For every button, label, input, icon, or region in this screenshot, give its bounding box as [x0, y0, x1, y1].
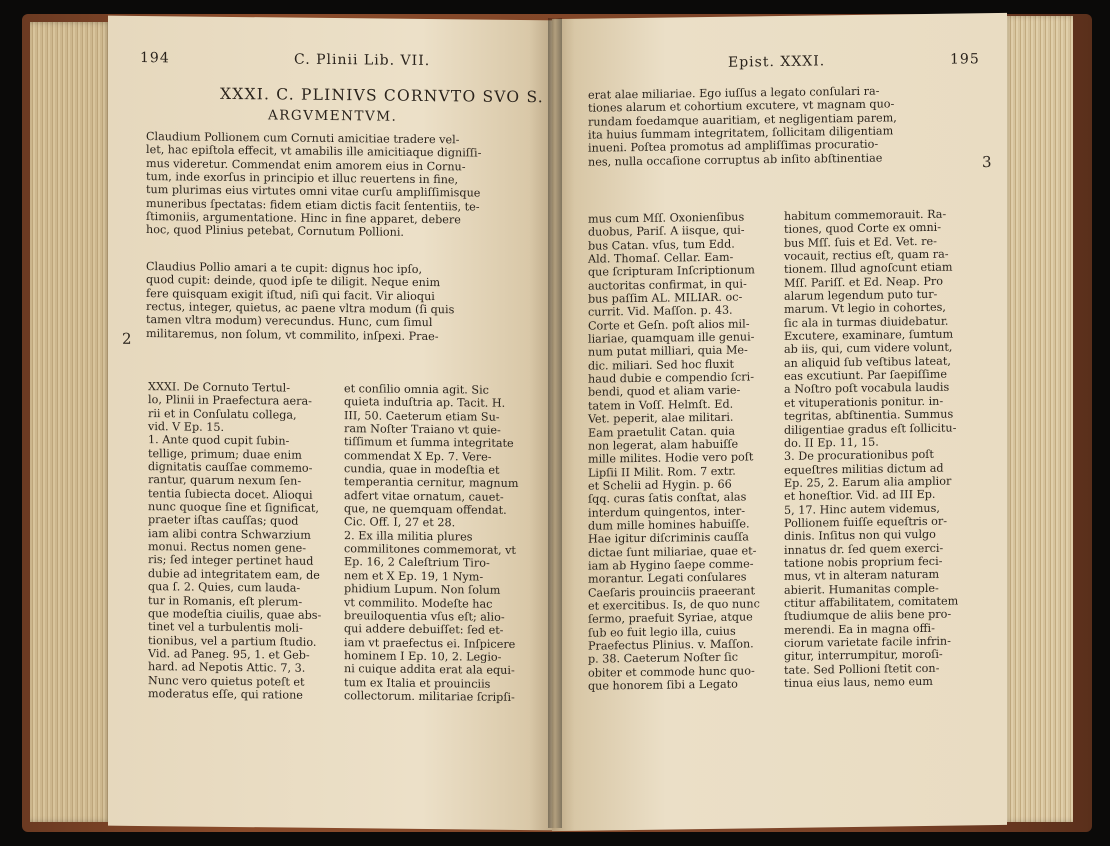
note-line: Nunc vero quietus poteſt et — [148, 673, 305, 689]
note-line: nem et X Ep. 19, 1 Nym- — [344, 568, 484, 584]
note-line: a Noſtro poſt vocabula laudis — [784, 381, 950, 397]
main-line: erat alae miliariae. Ego iuſſus a legato conſulari ra- — [588, 84, 880, 102]
note-line: ſqq. curas ſatis conſtat, alas — [588, 490, 747, 506]
note-line: quieta induſtria ap. Tacit. H. — [344, 395, 506, 411]
note-line: duobus, Pariſ. A iisque, qui- — [588, 223, 745, 240]
note-line: habitum commemorauit. Ra- — [784, 207, 947, 223]
argument-line: mus videretur. Commendat enim amorem eius in Cornu- — [146, 156, 466, 174]
note-line: que ſcripturam Inſcriptionum — [588, 263, 755, 280]
note-line: que honorem ſibi a Legato — [588, 677, 738, 693]
note-line: do. II Ep. 11, 15. — [784, 435, 879, 450]
note-line: praeter iſtas cauſſas; quod — [148, 513, 299, 529]
note-line: tiones, quod Corte ex omni- — [784, 221, 942, 237]
notes-column-2 — [344, 382, 518, 704]
main-line: tiones alarum et cohortium excutere, vt magnam quo- — [588, 97, 895, 116]
note-line: 5, 17. Hinc autem videmus, — [784, 501, 940, 517]
note-line: Hae igitur diſcriminis cauſſa — [588, 530, 749, 546]
note-line: Ep. 16, 2 Caleſtrium Tiro- — [344, 555, 490, 571]
note-line: tum ex Italia et prouinciis — [344, 675, 491, 691]
note-line: tinua eius laus, nemo eum — [784, 674, 933, 690]
note-line: p. 38. Caeterum Noſter ſic — [588, 650, 738, 667]
note-line: hominem I Ep. 10, 2. Legio- — [344, 649, 502, 664]
argument-line: ſtimoniis, argumentatione. Hinc in fine apparet, debere — [146, 210, 461, 227]
note-line: ni cuique addita erat ala equi- — [344, 662, 515, 678]
argument-line: Claudium Pollionem cum Cornuti amicitiae tradere vel- — [146, 130, 460, 147]
note-line: ſtudiumque de aliis bene pro- — [784, 607, 952, 624]
main-line: inueni. Poſtea promotus ad ampliſſimas procuratio- — [588, 137, 879, 156]
note-line: lo, Plinii in Praefectura aera- — [148, 393, 312, 409]
note-line: et conſilio omnia agit. Sic — [344, 382, 489, 397]
main-line: quod cupit: deinde, quod ipſe te diligit. Neque enim — [146, 273, 441, 290]
note-line: mus, vt in alteram naturam — [784, 568, 940, 584]
note-line: vt commilito. Modeſte hac — [344, 595, 493, 611]
argument-line: tum plurimas eius virtutes omni vitae curſu ampliſſimisque — [146, 183, 481, 200]
argument-line: muneribus ſpectatas: fidem etiam dictis facit ſententiis, te- — [146, 196, 480, 214]
argument-line: let, hac epiſtola effecit, vt amabilis ille amicitiaque digniſſi- — [146, 143, 482, 160]
note-line: dignitatis cauſſae commemo- — [148, 460, 313, 475]
note-line: bus paſſim AL. MILIAR. oc- — [588, 290, 743, 306]
running-head: C. Plinii Lib. VII. — [294, 51, 431, 70]
note-line: gitur, interrumpitur, moroſi- — [784, 648, 943, 664]
note-line: vid. V Ep. 15. — [148, 420, 225, 434]
note-line: Vid. ad Paneg. 95, 1. et Geb- — [148, 646, 310, 662]
note-line: ram Noſter Traiano vt quie- — [344, 422, 501, 437]
note-line: nunc quoque ſine et ſignificat, — [148, 500, 319, 515]
note-line: dum mille homines habuiſſe. — [588, 517, 750, 533]
note-line: eas excutiunt. Par ſaepiſſime — [784, 367, 947, 384]
book-gutter — [548, 18, 562, 828]
note-line: Pollionem fuiſſe equeſtris or- — [784, 514, 947, 530]
note-line: ris; ſed integer pertinet haud — [148, 553, 314, 569]
argument-line: tum, inde exorſus in principio et illuc reuertens in fine, — [146, 170, 459, 187]
note-line: vocauit, rectius eſt, quam ra- — [784, 247, 949, 263]
note-line: 2. Ex illa militia plures — [344, 528, 473, 544]
note-line: tiſſimum et ſumma integritate — [344, 435, 514, 451]
main-text — [146, 260, 454, 343]
note-line: tegritas, abſtinentia. Summus — [784, 407, 954, 424]
note-line: et vituperationis ponitur. in- — [784, 394, 944, 410]
note-line: haud dubie e compendio ſcri- — [588, 370, 754, 386]
note-line: et exercitibus. Is, de quo nunc — [588, 597, 760, 613]
note-line: bus Mſſ. ſuis et Ed. Vet. re- — [784, 234, 937, 250]
note-line: iam alibi contra Schwarzium — [148, 526, 311, 542]
note-line: que modeſtia ciuilis, quae abs- — [148, 606, 322, 622]
note-line: tate. Sed Pollioni ſtetit con- — [784, 661, 940, 677]
running-head: Epist. XXXI. — [728, 53, 826, 71]
main-line: nes, nulla occaſione corruptus ab inſito abſtinentiae — [588, 151, 883, 169]
note-line: dictae ſunt miliariae, quae et- — [588, 543, 757, 560]
note-line: 3. De procurationibus poſt — [784, 448, 934, 464]
left-page — [108, 16, 556, 831]
note-line: merendi. Ea in magna offi- — [784, 621, 935, 637]
note-line: tur in Romanis, eſt plerum- — [148, 593, 303, 609]
margin-number: 2 — [122, 329, 132, 348]
argument-line: hoc, quod Plinius petebat, Cornutum Pollioni. — [146, 223, 404, 240]
notes-column-1 — [148, 380, 321, 702]
note-line: obiter et commode hunc quo- — [588, 664, 755, 680]
note-line: mus cum Mſſ. Oxonienſibus — [588, 210, 745, 226]
note-line: Vet. peperit, alae militari. — [588, 410, 734, 426]
main-line: militaremus, non ſolum, vt commilito, inſpexi. Prae- — [146, 326, 439, 343]
note-line: Lipſii II Milit. Rom. 7 extr. — [588, 464, 736, 480]
main-line: ita huius ſummam integritatem, ſollicitam diligentiam — [588, 124, 894, 142]
page-number: 194 — [140, 49, 170, 67]
note-line: dic. miliari. Sed hoc fluxit — [588, 357, 734, 373]
note-line: morantur. Legati conſulares — [588, 570, 747, 586]
note-line: moderatus eſſe, qui ratione — [148, 686, 303, 702]
note-line: ab iis, qui, cum videre volunt, — [784, 341, 953, 357]
note-line: phidium Lupum. Non ſolum — [344, 582, 501, 597]
note-line: cundia, quae in modeſtia et — [344, 462, 500, 477]
note-line: monui. Rectus nomen gene- — [148, 540, 307, 555]
note-line: innatus dr. ſed quem exerci- — [784, 541, 944, 557]
note-line: qui addere debuiſſet: ſed et- — [344, 622, 504, 637]
note-line: commendat X Ep. 7. Vere- — [344, 448, 492, 464]
main-line: rundam foedamque auaritiam, et negligentiam parem, — [588, 111, 897, 129]
note-line: Ald. Thomaſ. Cellar. Eam- — [588, 250, 734, 266]
note-line: ſermo, praefuit Syriae, atque — [588, 610, 753, 626]
main-line: tamen vltra modum) verecundus. Hunc, cum ſimul — [146, 313, 433, 330]
note-line: III, 50. Caeterum etiam Su- — [344, 408, 500, 424]
note-line: ciorum varietate facile infrin- — [784, 634, 951, 650]
note-line: dubie ad integritatem eam, de — [148, 566, 320, 582]
note-line: interdum quingentos, inter- — [588, 504, 746, 520]
page-edges-right — [1003, 16, 1073, 822]
note-line: alarum legendum puto tur- — [784, 287, 938, 303]
note-line: tatem in Voſſ. Helmſt. Ed. — [588, 397, 734, 413]
note-line: liariae, quamquam ille genui- — [588, 330, 755, 346]
note-line: breuiloquentia vſus eſt; alio- — [344, 608, 505, 624]
note-line: Mſſ. Pariſſ. et Ed. Neap. Pro — [784, 274, 943, 290]
note-line: non legerat, alam habuiſſe — [588, 437, 739, 453]
note-line: bus Catan. vſus, tum Edd. — [588, 237, 735, 253]
note-line: que, ne quemquam offendat. — [344, 502, 507, 517]
note-line: dinis. Inſitus non qui vulgo — [784, 528, 936, 544]
note-line: et Schelii ad Hygin. p. 66 — [588, 477, 732, 493]
main-text — [588, 84, 897, 168]
note-line: tinet vel a turbulentis moli- — [148, 620, 303, 635]
note-line: bendi, quod et aliam varie- — [588, 384, 741, 400]
note-line: num putat milliari, quia Me- — [588, 343, 748, 360]
note-line: diligentiae gradus eſt ſollicitu- — [784, 421, 957, 437]
note-line: marum. Vt legio in cohortes, — [784, 301, 946, 317]
note-line: Caeſaris prouinciis praeerant — [588, 583, 755, 600]
note-line: abierit. Humanitas comple- — [784, 581, 939, 597]
note-line: tionibus, vel a partium ſtudio. — [148, 633, 317, 649]
right-page — [552, 13, 1007, 831]
page-edges-left — [30, 22, 112, 822]
note-line: commilitones commemorat, vt — [344, 542, 516, 558]
note-line: iam vt praefectus ei. Inſpicere — [344, 635, 516, 651]
note-line: Eam praetulit Catan. quia — [588, 424, 736, 440]
note-line: et honeſtior. Vid. ad III Ep. — [784, 488, 936, 504]
note-line: hard. ad Nepotis Attic. 7, 3. — [148, 660, 306, 675]
argument-heading: ARGVMENTVM. — [268, 107, 398, 125]
note-line: Corte et Geſn. poſt alios mil- — [588, 317, 750, 333]
notes-column-2 — [784, 208, 958, 691]
note-line: qua ſ. 2. Quies, cum lauda- — [148, 580, 301, 595]
note-line: XXXI. De Cornuto Tertul- — [148, 380, 291, 395]
note-line: an aliquid ſub veſtibus lateat, — [784, 354, 951, 370]
note-line: Excutere, examinare, ſumtum — [784, 327, 954, 344]
note-line: collectorum. militariae ſcripſi- — [344, 689, 515, 704]
page-number: 195 — [950, 51, 980, 68]
note-line: 1. Ante quod cupit ſubin- — [148, 433, 290, 448]
note-line: Cic. Off. I, 27 et 28. — [344, 515, 456, 530]
note-line: currit. Vid. Maſſon. p. 43. — [588, 304, 733, 320]
note-line: iam ab Hygino ſaepe comme- — [588, 557, 754, 573]
main-line: Claudius Pollio amari a te cupit: dignus hoc ipſo, — [146, 260, 422, 276]
note-line: ſic ala in turmas diuidebatur. — [784, 314, 949, 330]
note-line: tionem. Illud agnoſcunt etiam — [784, 260, 953, 277]
main-line: fere quisquam exigit iſtud, niſi qui facit. Vir alioqui — [146, 286, 435, 303]
note-line: rii et in Conſulatu collega, — [148, 406, 297, 422]
margin-number: 3 — [982, 153, 992, 172]
notes-column-1 — [588, 210, 760, 693]
note-line: tatione nobis proprium feci- — [784, 554, 943, 570]
note-line: ſub eo fuit legio illa, cuius — [588, 624, 736, 640]
note-line: tentia ſubiecta docet. Alioqui — [148, 486, 313, 502]
argument-text — [146, 130, 481, 240]
letter-title: XXXI. C. PLINIVS CORNVTO SVO S. — [220, 84, 544, 107]
note-line: mille milites. Hodie vero poſt — [588, 450, 754, 466]
note-line: temperantia cernitur, magnum — [344, 475, 519, 491]
note-line: Praefectus Plinius. v. Maſſon. — [588, 637, 754, 653]
note-line: rantur, quarum nexum ſen- — [148, 473, 302, 489]
note-line: auctoritas confirmat, in qui- — [588, 277, 747, 293]
note-line: Ep. 25, 2. Earum alia amplior — [784, 474, 952, 490]
main-line: rectus, integer, quietus, ac paene vltra modum (ſi quis — [146, 300, 455, 317]
note-line: tellige, primum; duae enim — [148, 446, 302, 462]
note-line: equeſtres militias dictum ad — [784, 461, 944, 477]
note-line: ctitur affabilitatem, comitatem — [784, 594, 959, 610]
note-line: adfert vitae ornatum, cauet- — [344, 488, 504, 504]
